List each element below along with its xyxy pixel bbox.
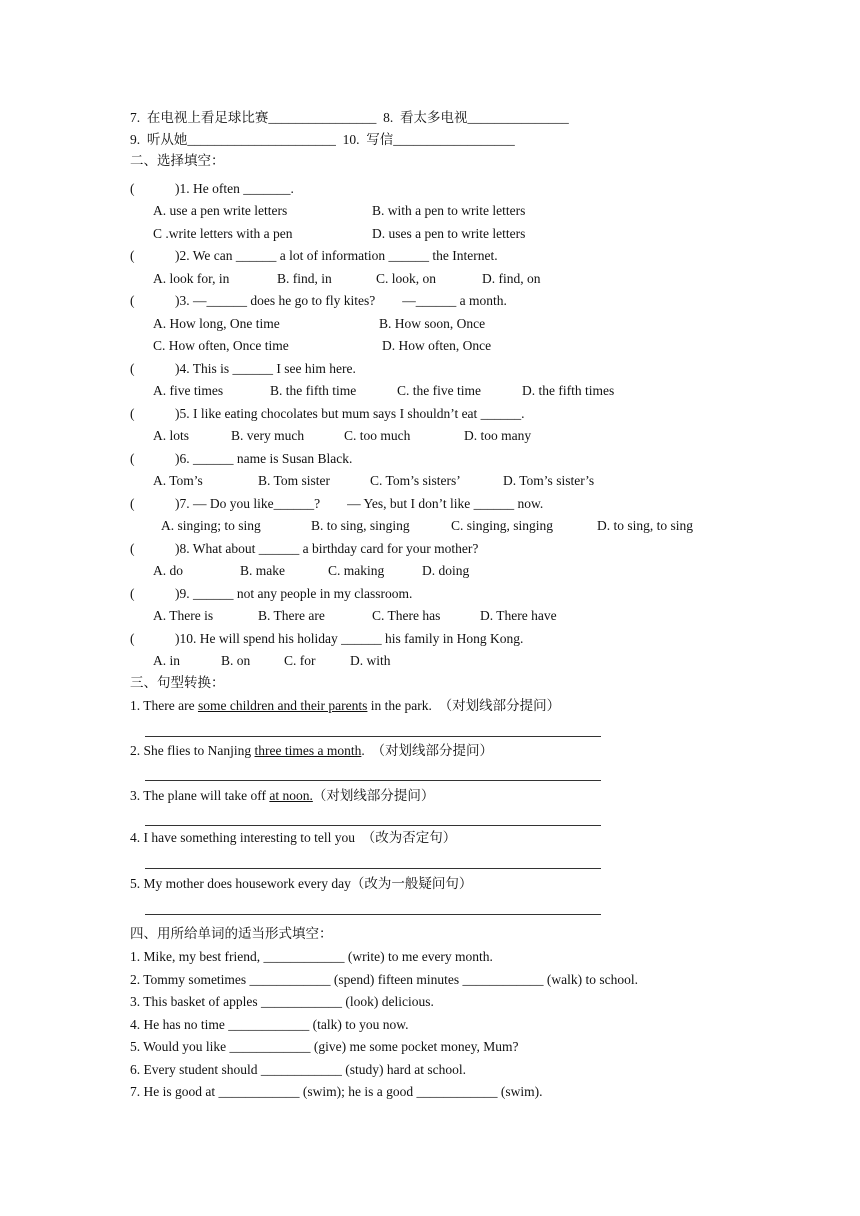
q8-option-c: C. making <box>328 563 385 578</box>
question-1: ( )1. He often _______. <box>130 181 294 196</box>
question-3: ( )3. —______ does he go to fly kites? —______ a month. <box>130 293 507 308</box>
q2-option-a: A. look for, in <box>153 271 230 286</box>
q6-option-a: A. Tom’s <box>153 473 203 488</box>
q5-option-c: C. too much <box>344 428 411 443</box>
transform-5: 5. My mother does housework every day（改为一般疑问句） <box>130 876 473 891</box>
q1-option-c: C .write letters with a pen <box>153 226 293 241</box>
q6-option-b: B. Tom sister <box>258 473 330 488</box>
q7-option-a: A. singing; to sing <box>161 518 261 533</box>
answer-line-4 <box>145 868 601 869</box>
question-9: ( )9. ______ not any people in my classroom. <box>130 586 413 601</box>
q9-option-b: B. There are <box>258 608 325 623</box>
q9-option-a: A. There is <box>153 608 214 623</box>
word-form-5: 5. Would you like ____________ (give) me some pocket money, Mum? <box>130 1039 519 1054</box>
q6-option-c: C. Tom’s sisters’ <box>370 473 461 488</box>
q1-option-a: A. use a pen write letters <box>153 203 288 218</box>
q7-option-d: D. to sing, to sing <box>597 518 694 533</box>
q7-option-b: B. to sing, singing <box>311 518 410 533</box>
transform-2-text: 2. She flies to Nanjing <box>130 743 255 758</box>
word-form-4: 4. He has no time ____________ (talk) to you now. <box>130 1017 409 1032</box>
phrase-line-9-10: 9. 听从她______________________ 10. 写信__________________ <box>130 132 515 147</box>
q3-option-a: A. How long, One time <box>153 316 280 331</box>
q8-option-a: A. do <box>153 563 183 578</box>
q10-option-a: A. in <box>153 653 180 668</box>
transform-1 <box>130 698 560 714</box>
q9-option-d: D. There have <box>480 608 557 623</box>
transform-1-underlined: some children and their parents <box>197 698 368 713</box>
word-form-1: 1. Mike, my best friend, ____________ (write) to me every month. <box>130 949 493 964</box>
q4-option-b: B. the fifth time <box>270 383 357 398</box>
word-form-3: 3. This basket of apples ____________ (look) delicious. <box>130 994 434 1009</box>
q10-option-c: C. for <box>284 653 316 668</box>
q7-option-c: C. singing, singing <box>451 518 554 533</box>
q1-option-b: B. with a pen to write letters <box>372 203 526 218</box>
transform-1-instruction: in the park. （对划线部分提问） <box>367 698 561 713</box>
transform-2 <box>130 743 493 759</box>
section-2-heading: 二、选择填空： <box>130 153 225 168</box>
question-7: ( )7. — Do you like______? — Yes, but I don’t like ______ now. <box>130 496 544 511</box>
q5-option-d: D. too many <box>464 428 532 443</box>
q5-option-a: A. lots <box>153 428 190 443</box>
q10-option-d: D. with <box>350 653 391 668</box>
q3-option-b: B. How soon, Once <box>379 316 486 331</box>
q4-option-d: D. the fifth times <box>522 383 615 398</box>
question-5: ( )5. I like eating chocolates but mum says I shouldn’t eat ______. <box>130 406 525 421</box>
q8-option-b: B. make <box>240 563 285 578</box>
q10-option-b: B. on <box>221 653 251 668</box>
transform-2-instruction: . （对划线部分提问） <box>361 743 493 758</box>
question-10: ( )10. He will spend his holiday ______ his family in Hong Kong. <box>130 631 524 646</box>
section-4-heading: 四、用所给单词的适当形式填空： <box>130 926 333 941</box>
word-form-7: 7. He is good at ____________ (swim); he is a good ____________ (swim). <box>130 1084 543 1099</box>
transform-3-underlined: at noon. <box>269 788 313 803</box>
answer-line-3 <box>145 825 601 826</box>
answer-line-1 <box>145 736 601 737</box>
q4-option-c: C. the five time <box>397 383 481 398</box>
word-form-6: 6. Every student should ____________ (study) hard at school. <box>130 1062 466 1077</box>
question-6: ( )6. ______ name is Susan Black. <box>130 451 353 466</box>
word-form-2: 2. Tommy sometimes ____________ (spend) fifteen minutes ____________ (walk) to school. <box>130 972 638 987</box>
transform-3 <box>130 788 434 804</box>
q2-option-b: B. find, in <box>277 271 332 286</box>
transform-3-instruction: （对划线部分提问） <box>312 788 435 803</box>
q4-option-a: A. five times <box>153 383 224 398</box>
answer-line-2 <box>145 780 601 781</box>
q2-option-d: D. find, on <box>482 271 541 286</box>
q6-option-d: D. Tom’s sister’s <box>503 473 595 488</box>
question-2: ( )2. We can ______ a lot of information ______ the Internet. <box>130 248 498 263</box>
section-3-heading: 三、句型转换： <box>130 675 225 690</box>
q3-option-c: C. How often, Once time <box>153 338 289 353</box>
transform-4: 4. I have something interesting to tell you （改为否定句） <box>130 830 457 845</box>
transform-3-text: 3. The plane will take off <box>130 788 270 803</box>
question-8: ( )8. What about ______ a birthday card for your mother? <box>130 541 479 556</box>
transform-2-underlined: three times a month <box>254 743 362 758</box>
q9-option-c: C. There has <box>372 608 441 623</box>
q2-option-c: C. look, on <box>376 271 437 286</box>
answer-line-5 <box>145 914 601 915</box>
q1-option-d: D. uses a pen to write letters <box>372 226 526 241</box>
phrase-line-7-8: 7. 在电视上看足球比赛________________ 8. 看太多电视_______________ <box>130 110 569 125</box>
question-4: ( )4. This is ______ I see him here. <box>130 361 356 376</box>
q8-option-d: D. doing <box>422 563 470 578</box>
transform-1-text: 1. There are <box>130 698 198 713</box>
q3-option-d: D. How often, Once <box>382 338 492 353</box>
q5-option-b: B. very much <box>231 428 305 443</box>
